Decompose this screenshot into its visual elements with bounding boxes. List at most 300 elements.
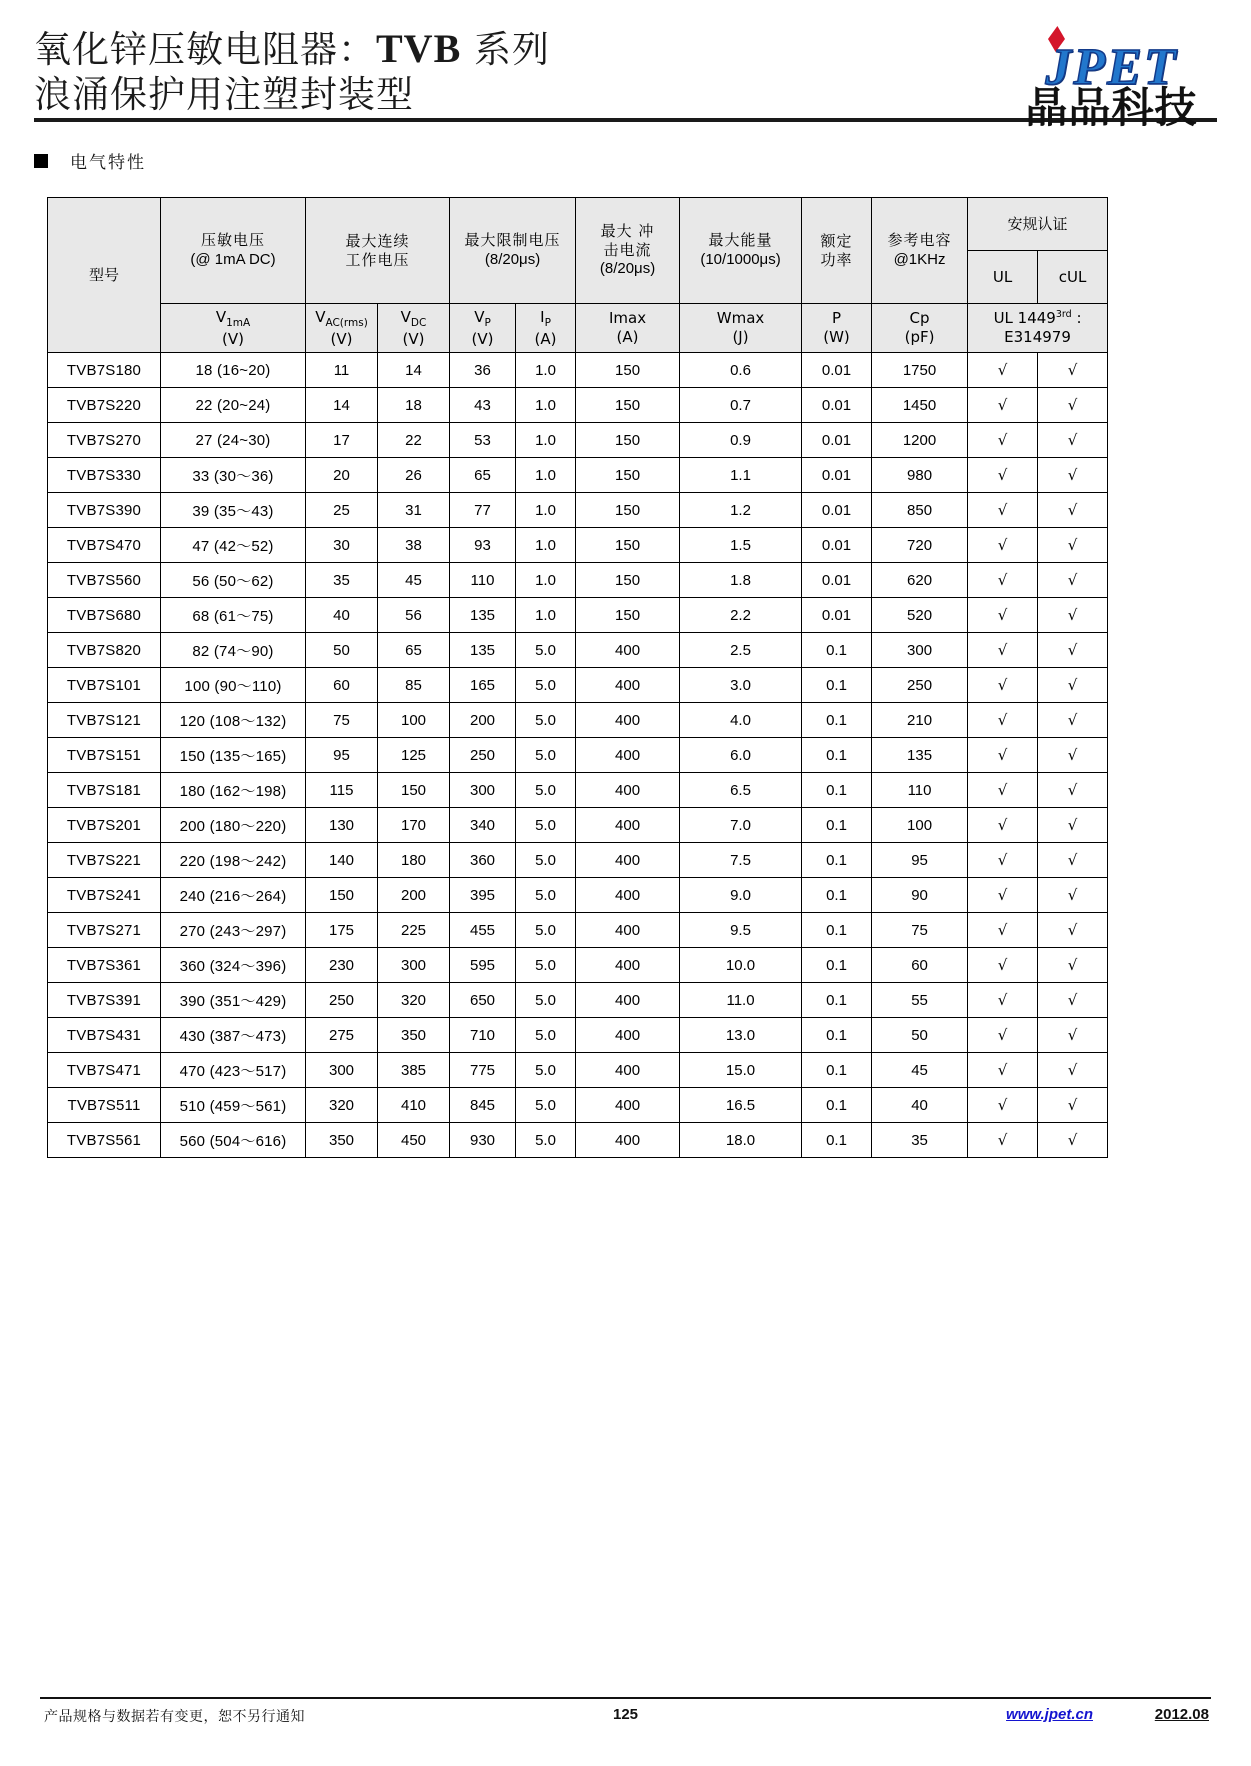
- cell-ul-check: √: [968, 1088, 1038, 1123]
- cell-vac: 150: [306, 878, 378, 913]
- symbol-vp: [450, 304, 516, 353]
- header-en-text: (@ 1mA DC): [190, 251, 276, 268]
- symbol-letter: V: [315, 307, 326, 326]
- cell-varistor-voltage: 47 (42〜52): [161, 528, 306, 563]
- cell-ul-check: √: [968, 948, 1038, 983]
- cell-imax: 400: [576, 633, 680, 668]
- cell-vdc: 320: [378, 983, 450, 1018]
- cell-model: TVB7S390: [48, 493, 161, 528]
- cell-imax: 150: [576, 388, 680, 423]
- ul-edition: 3rd: [1055, 309, 1072, 321]
- cell-vp: 595: [450, 948, 516, 983]
- cell-rated-power: 0.1: [802, 703, 872, 738]
- cell-rated-power: 0.1: [802, 983, 872, 1018]
- symbol-subscript: 1mA: [226, 316, 251, 329]
- cell-ip: 1.0: [516, 353, 576, 388]
- cell-wmax: 1.8: [680, 563, 802, 598]
- cell-capacitance: 100: [872, 808, 968, 843]
- cell-vdc: 350: [378, 1018, 450, 1053]
- cell-varistor-voltage: 510 (459〜561): [161, 1088, 306, 1123]
- table-row: [48, 878, 1108, 913]
- cell-capacitance: 110: [872, 773, 968, 808]
- cell-vp: 93: [450, 528, 516, 563]
- cell-ip: 5.0: [516, 1053, 576, 1088]
- cell-rated-power: 0.01: [802, 458, 872, 493]
- cell-varistor-voltage: 200 (180〜220): [161, 808, 306, 843]
- cell-vdc: 225: [378, 913, 450, 948]
- cell-vdc: 200: [378, 878, 450, 913]
- cell-rated-power: 0.1: [802, 1088, 872, 1123]
- table-row: [48, 668, 1108, 703]
- cell-ul-check: √: [968, 633, 1038, 668]
- symbol-subscript: P: [484, 316, 491, 329]
- cell-ul-check: √: [968, 913, 1038, 948]
- cell-wmax: 16.5: [680, 1088, 802, 1123]
- cell-vp: 710: [450, 1018, 516, 1053]
- title-series: TVB: [376, 26, 462, 71]
- cell-cul-check: √: [1038, 633, 1108, 668]
- cell-wmax: 4.0: [680, 703, 802, 738]
- cell-vac: 115: [306, 773, 378, 808]
- cell-vac: 320: [306, 1088, 378, 1123]
- table-row: [48, 1053, 1108, 1088]
- symbol-unit: (V): [471, 329, 494, 348]
- cell-vdc: 14: [378, 353, 450, 388]
- table-body: [48, 353, 1108, 1158]
- page-header: [0, 0, 1251, 132]
- symbol-letter: I: [540, 307, 545, 326]
- col-header-capacitance: [872, 198, 968, 304]
- col-header-max-energy: [680, 198, 802, 304]
- cell-cul-check: √: [1038, 388, 1108, 423]
- cell-rated-power: 0.01: [802, 423, 872, 458]
- header-cn-text: 最大能量: [708, 231, 773, 250]
- cell-cul-check: √: [1038, 703, 1108, 738]
- cell-vp: 36: [450, 353, 516, 388]
- header-cn-text: 最大限制电压: [464, 231, 561, 250]
- cell-rated-power: 0.1: [802, 808, 872, 843]
- cell-rated-power: 0.01: [802, 353, 872, 388]
- cell-imax: 400: [576, 1053, 680, 1088]
- logo-wordmark-cn: 晶品科技: [1025, 83, 1198, 132]
- cell-cul-check: √: [1038, 528, 1108, 563]
- cell-cul-check: √: [1038, 843, 1108, 878]
- cell-vac: 30: [306, 528, 378, 563]
- cell-vac: 14: [306, 388, 378, 423]
- header-cn-text-2: 击电流: [603, 240, 652, 259]
- cell-model: TVB7S330: [48, 458, 161, 493]
- table-row: [48, 353, 1108, 388]
- cell-vp: 43: [450, 388, 516, 423]
- cell-model: TVB7S471: [48, 1053, 161, 1088]
- cell-capacitance: 90: [872, 878, 968, 913]
- symbol-letter: V: [400, 307, 411, 326]
- cell-vp: 65: [450, 458, 516, 493]
- cell-ul-check: √: [968, 563, 1038, 598]
- cell-imax: 400: [576, 983, 680, 1018]
- cell-cul-check: √: [1038, 948, 1108, 983]
- cell-varistor-voltage: 470 (423〜517): [161, 1053, 306, 1088]
- cell-ul-check: √: [968, 668, 1038, 703]
- symbol-unit: (J): [732, 328, 749, 346]
- symbol-subscript: P: [544, 316, 551, 329]
- table-row: [48, 843, 1108, 878]
- title-suffix: 系列: [461, 28, 551, 71]
- cell-vdc: 18: [378, 388, 450, 423]
- cell-imax: 150: [576, 493, 680, 528]
- cell-vdc: 170: [378, 808, 450, 843]
- cell-ul-check: √: [968, 528, 1038, 563]
- cell-vp: 930: [450, 1123, 516, 1158]
- cell-varistor-voltage: 100 (90〜110): [161, 668, 306, 703]
- col-header-certification: 安规认证: [968, 198, 1108, 251]
- cell-ip: 5.0: [516, 773, 576, 808]
- symbol-cp: [872, 304, 968, 353]
- cell-vdc: 31: [378, 493, 450, 528]
- cell-vac: 50: [306, 633, 378, 668]
- cell-vac: 25: [306, 493, 378, 528]
- cell-vac: 60: [306, 668, 378, 703]
- symbol-vdc: [378, 304, 450, 353]
- cell-ip: 1.0: [516, 563, 576, 598]
- cell-vdc: 26: [378, 458, 450, 493]
- header-cn-text: 参考电容: [887, 231, 952, 250]
- cell-vdc: 56: [378, 598, 450, 633]
- header-cn-text-1: 最大连续: [345, 231, 410, 250]
- cell-imax: 400: [576, 878, 680, 913]
- cell-capacitance: 210: [872, 703, 968, 738]
- cell-cul-check: √: [1038, 563, 1108, 598]
- cell-capacitance: 300: [872, 633, 968, 668]
- symbol-p: [802, 304, 872, 353]
- symbol-unit: (W): [823, 328, 850, 346]
- cell-cul-check: √: [1038, 913, 1108, 948]
- cell-ip: 1.0: [516, 493, 576, 528]
- cell-ul-check: √: [968, 598, 1038, 633]
- cell-capacitance: 55: [872, 983, 968, 1018]
- cell-capacitance: 45: [872, 1053, 968, 1088]
- cell-varistor-voltage: 150 (135〜165): [161, 738, 306, 773]
- cell-vp: 135: [450, 598, 516, 633]
- cell-wmax: 1.5: [680, 528, 802, 563]
- cell-capacitance: 1450: [872, 388, 968, 423]
- cell-rated-power: 0.1: [802, 633, 872, 668]
- cell-rated-power: 0.1: [802, 773, 872, 808]
- cell-vac: 40: [306, 598, 378, 633]
- cell-wmax: 6.5: [680, 773, 802, 808]
- cell-ip: 1.0: [516, 458, 576, 493]
- cell-ip: 1.0: [516, 528, 576, 563]
- cell-wmax: 2.5: [680, 633, 802, 668]
- cell-rated-power: 0.1: [802, 668, 872, 703]
- cell-imax: 400: [576, 773, 680, 808]
- cell-vp: 200: [450, 703, 516, 738]
- header-row-group: [48, 198, 1108, 251]
- col-header-ul: UL: [968, 251, 1038, 304]
- cell-wmax: 1.1: [680, 458, 802, 493]
- page-subtitle: 浪涌保护用注塑封装型: [34, 73, 414, 116]
- revision-date: 2012.08: [1154, 1706, 1209, 1723]
- cell-ul-check: √: [968, 703, 1038, 738]
- cell-wmax: 1.2: [680, 493, 802, 528]
- page-title: [34, 26, 550, 72]
- symbol-unit: (V): [402, 329, 425, 348]
- table-row: [48, 808, 1108, 843]
- cell-varistor-voltage: 360 (324〜396): [161, 948, 306, 983]
- table-row: [48, 738, 1108, 773]
- cell-wmax: 0.7: [680, 388, 802, 423]
- cell-model: TVB7S180: [48, 353, 161, 388]
- cell-varistor-voltage: 39 (35〜43): [161, 493, 306, 528]
- header-cn-text-1: 最大 冲: [600, 221, 655, 240]
- cell-vp: 845: [450, 1088, 516, 1123]
- cell-rated-power: 0.1: [802, 1123, 872, 1158]
- cell-vp: 340: [450, 808, 516, 843]
- cell-ip: 5.0: [516, 878, 576, 913]
- cell-vp: 775: [450, 1053, 516, 1088]
- cell-vdc: 450: [378, 1123, 450, 1158]
- table-row: [48, 493, 1108, 528]
- cell-rated-power: 0.01: [802, 598, 872, 633]
- cell-imax: 150: [576, 563, 680, 598]
- cell-wmax: 6.0: [680, 738, 802, 773]
- cell-varistor-voltage: 82 (74〜90): [161, 633, 306, 668]
- cell-ul-check: √: [968, 843, 1038, 878]
- cell-capacitance: 135: [872, 738, 968, 773]
- table-header: [48, 198, 1108, 353]
- cell-model: TVB7S561: [48, 1123, 161, 1158]
- cell-ul-check: √: [968, 738, 1038, 773]
- ul-standard: UL 1449: [993, 309, 1056, 328]
- cell-imax: 400: [576, 1123, 680, 1158]
- table-row: [48, 563, 1108, 598]
- cell-vac: 350: [306, 1123, 378, 1158]
- table-row: [48, 703, 1108, 738]
- cell-capacitance: 95: [872, 843, 968, 878]
- cell-capacitance: 75: [872, 913, 968, 948]
- symbol-unit: (A): [616, 328, 639, 346]
- cell-imax: 400: [576, 1088, 680, 1123]
- symbol-letter: P: [832, 309, 842, 328]
- cell-capacitance: 1750: [872, 353, 968, 388]
- table-row: [48, 423, 1108, 458]
- cell-vp: 300: [450, 773, 516, 808]
- table-row: [48, 948, 1108, 983]
- cell-cul-check: √: [1038, 878, 1108, 913]
- header-cn-text-2: 工作电压: [345, 250, 410, 269]
- cell-vac: 275: [306, 1018, 378, 1053]
- cell-cul-check: √: [1038, 598, 1108, 633]
- table-row: [48, 458, 1108, 493]
- symbol-unit: (V): [222, 329, 244, 348]
- cell-vac: 175: [306, 913, 378, 948]
- cell-varistor-voltage: 220 (198〜242): [161, 843, 306, 878]
- cell-model: TVB7S470: [48, 528, 161, 563]
- header-cn-text-2: 功率: [820, 250, 853, 269]
- table-row: [48, 983, 1108, 1018]
- cell-rated-power: 0.01: [802, 388, 872, 423]
- cell-model: TVB7S391: [48, 983, 161, 1018]
- cell-vac: 35: [306, 563, 378, 598]
- cell-vac: 230: [306, 948, 378, 983]
- cell-varistor-voltage: 270 (243〜297): [161, 913, 306, 948]
- symbol-letter: Imax: [608, 309, 647, 328]
- cell-model: TVB7S820: [48, 633, 161, 668]
- section-title: 电气特性: [70, 153, 146, 173]
- cell-ul-check: √: [968, 1018, 1038, 1053]
- cell-varistor-voltage: 180 (162〜198): [161, 773, 306, 808]
- cell-ip: 5.0: [516, 633, 576, 668]
- cell-model: TVB7S220: [48, 388, 161, 423]
- title-prefix: 氧化锌压敏电阻器：: [34, 28, 376, 71]
- cell-vp: 650: [450, 983, 516, 1018]
- square-bullet-icon: [34, 154, 48, 168]
- cell-varistor-voltage: 22 (20~24): [161, 388, 306, 423]
- section-heading: [34, 148, 1251, 173]
- col-header-varistor-voltage: [161, 198, 306, 304]
- cell-vdc: 65: [378, 633, 450, 668]
- symbol-letter: Wmax: [716, 309, 765, 328]
- cell-ul-check: √: [968, 878, 1038, 913]
- cell-imax: 400: [576, 738, 680, 773]
- cell-ip: 5.0: [516, 1018, 576, 1053]
- cell-varistor-voltage: 68 (61〜75): [161, 598, 306, 633]
- cell-cul-check: √: [1038, 808, 1108, 843]
- cell-wmax: 10.0: [680, 948, 802, 983]
- table-row: [48, 773, 1108, 808]
- cell-ip: 5.0: [516, 1088, 576, 1123]
- cell-ip: 1.0: [516, 423, 576, 458]
- cell-model: TVB7S680: [48, 598, 161, 633]
- cell-varistor-voltage: 240 (216〜264): [161, 878, 306, 913]
- page-number: 125: [612, 1706, 639, 1723]
- cell-ip: 5.0: [516, 668, 576, 703]
- cell-cul-check: √: [1038, 423, 1108, 458]
- cell-cul-check: √: [1038, 458, 1108, 493]
- cell-vp: 135: [450, 633, 516, 668]
- header-en-text: @1KHz: [893, 251, 946, 268]
- cell-vac: 20: [306, 458, 378, 493]
- electrical-characteristics-table: [47, 197, 1108, 1158]
- website-link[interactable]: www.jpet.cn: [1006, 1706, 1093, 1723]
- table-row: [48, 913, 1108, 948]
- ul-file-number: E314979: [1004, 328, 1071, 346]
- cell-vp: 165: [450, 668, 516, 703]
- cell-capacitance: 620: [872, 563, 968, 598]
- cell-imax: 150: [576, 528, 680, 563]
- document-title-block: [34, 26, 550, 118]
- cell-ul-check: √: [968, 983, 1038, 1018]
- col-header-rated-power: [802, 198, 872, 304]
- cell-imax: 150: [576, 353, 680, 388]
- header-row-symbols: [48, 304, 1108, 353]
- cell-rated-power: 0.1: [802, 738, 872, 773]
- cell-rated-power: 0.01: [802, 528, 872, 563]
- cell-ul-check: √: [968, 1053, 1038, 1088]
- table-row: [48, 1123, 1108, 1158]
- cell-vac: 130: [306, 808, 378, 843]
- cell-vdc: 125: [378, 738, 450, 773]
- cell-wmax: 7.0: [680, 808, 802, 843]
- cell-cul-check: √: [1038, 983, 1108, 1018]
- footer-content: [40, 1706, 1211, 1728]
- table-row: [48, 598, 1108, 633]
- cell-varistor-voltage: 430 (387〜473): [161, 1018, 306, 1053]
- cell-model: TVB7S221: [48, 843, 161, 878]
- cell-vdc: 180: [378, 843, 450, 878]
- cell-vdc: 100: [378, 703, 450, 738]
- page-footer: [40, 1697, 1211, 1728]
- cell-model: TVB7S121: [48, 703, 161, 738]
- cell-varistor-voltage: 18 (16~20): [161, 353, 306, 388]
- cell-rated-power: 0.1: [802, 843, 872, 878]
- cell-rated-power: 0.1: [802, 878, 872, 913]
- col-header-peak-current: [576, 198, 680, 304]
- header-en-text: (10/1000μs): [700, 251, 781, 268]
- col-header-max-continuous-voltage: [306, 198, 450, 304]
- cell-vdc: 38: [378, 528, 450, 563]
- cell-ul-check: √: [968, 353, 1038, 388]
- cell-wmax: 9.5: [680, 913, 802, 948]
- cell-wmax: 0.9: [680, 423, 802, 458]
- cell-capacitance: 40: [872, 1088, 968, 1123]
- cell-imax: 400: [576, 913, 680, 948]
- cell-model: TVB7S511: [48, 1088, 161, 1123]
- cell-capacitance: 720: [872, 528, 968, 563]
- symbol-vac: [306, 304, 378, 353]
- cell-ul-check: √: [968, 773, 1038, 808]
- cell-model: TVB7S431: [48, 1018, 161, 1053]
- cell-capacitance: 60: [872, 948, 968, 983]
- cell-vdc: 300: [378, 948, 450, 983]
- cell-wmax: 9.0: [680, 878, 802, 913]
- cell-wmax: 15.0: [680, 1053, 802, 1088]
- cell-model: TVB7S270: [48, 423, 161, 458]
- cell-wmax: 18.0: [680, 1123, 802, 1158]
- footer-divider: [40, 1697, 1211, 1699]
- cell-cul-check: √: [1038, 738, 1108, 773]
- cell-vdc: 22: [378, 423, 450, 458]
- cell-vp: 53: [450, 423, 516, 458]
- cell-vp: 77: [450, 493, 516, 528]
- cell-ip: 5.0: [516, 983, 576, 1018]
- ul-file-number-cell: [968, 304, 1108, 353]
- cell-imax: 400: [576, 948, 680, 983]
- cell-rated-power: 0.1: [802, 1053, 872, 1088]
- cell-varistor-voltage: 33 (30〜36): [161, 458, 306, 493]
- cell-cul-check: √: [1038, 773, 1108, 808]
- cell-ul-check: √: [968, 493, 1038, 528]
- cell-ip: 1.0: [516, 598, 576, 633]
- cell-wmax: 2.2: [680, 598, 802, 633]
- cell-vdc: 150: [378, 773, 450, 808]
- cell-varistor-voltage: 27 (24~30): [161, 423, 306, 458]
- cell-ip: 5.0: [516, 703, 576, 738]
- cell-capacitance: 980: [872, 458, 968, 493]
- cell-imax: 400: [576, 668, 680, 703]
- footer-notice: 产品规格与数据若有变更，恕不另行通知: [44, 1709, 305, 1725]
- col-header-max-clamping-voltage: [450, 198, 576, 304]
- cell-ip: 5.0: [516, 738, 576, 773]
- cell-wmax: 3.0: [680, 668, 802, 703]
- cell-ul-check: √: [968, 423, 1038, 458]
- cell-model: TVB7S201: [48, 808, 161, 843]
- cell-cul-check: √: [1038, 353, 1108, 388]
- spec-table-wrapper: [47, 197, 1251, 1158]
- cell-wmax: 13.0: [680, 1018, 802, 1053]
- header-cn-text-1: 额定: [820, 231, 853, 250]
- header-en-text: (8/20μs): [599, 260, 656, 278]
